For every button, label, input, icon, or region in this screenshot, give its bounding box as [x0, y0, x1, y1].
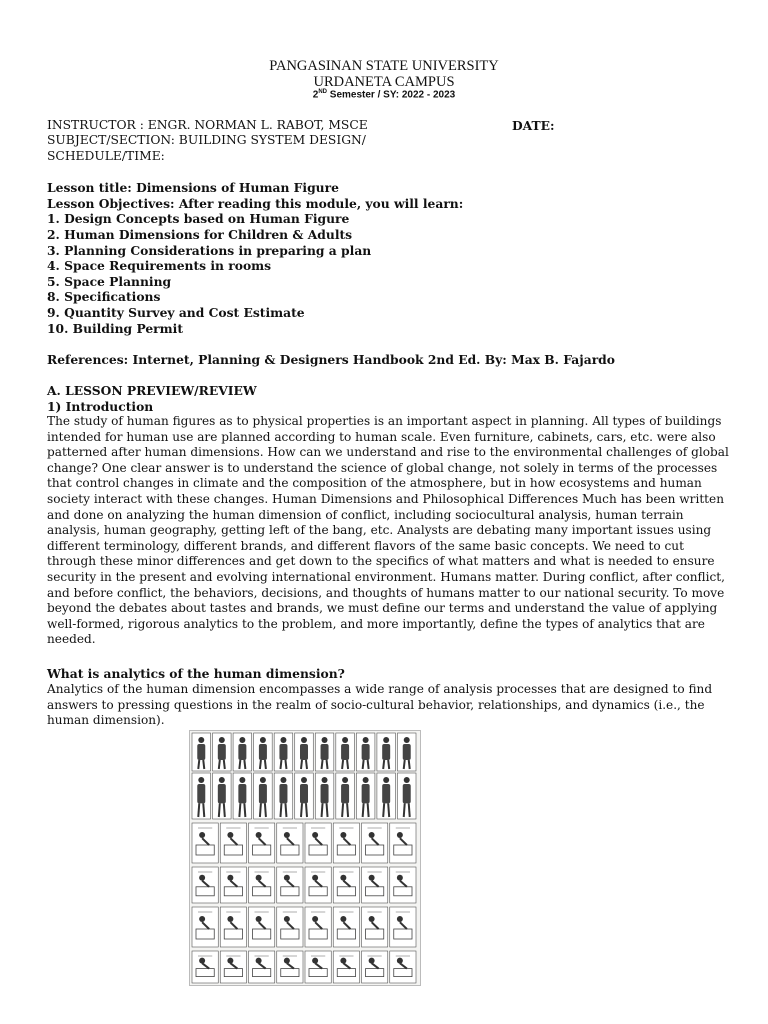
paragraph-line: well-formed, rigorous analytics to the problem, and more importantly, define the types of analytics that are: [47, 616, 705, 631]
paragraph-line: and before conflict, the behaviors, decisions, and thoughts of humans matter to our national security. To move: [47, 585, 725, 600]
objective-item: 8. Specifications: [47, 289, 161, 304]
objective-item: 2. Human Dimensions for Children & Adults: [47, 227, 353, 242]
analytics-paragraph: [47, 682, 727, 729]
paragraph-line: Analytics of the human dimension encompasses a wide range of analysis processes that are designed to find: [47, 682, 713, 696]
paragraph-line: different terminology, different brands, and different flavors of the same basic concepts. We need to cut: [47, 538, 684, 553]
references-line: References: Internet, Planning & Designers Handbook 2nd Ed. By: Max B. Fajardo: [47, 352, 615, 367]
paragraph-line: intended for human use are planned according to human scale. Even furniture, cabinets, cars, etc. were also: [47, 429, 716, 444]
introduction-heading: 1) Introduction: [47, 399, 154, 414]
semester-line: 2ND Semester / SY: 2022 - 2023: [312, 89, 456, 101]
paragraph-line: answers to pressing questions in the realm of socio-cultural behavior, relationships, and dynamics (i.e., the: [47, 697, 705, 712]
paragraph-line: analysis, human geography, getting left of the bang, etc. Analysts are debating many important issues using: [47, 523, 712, 538]
human-figures-illustration: [190, 731, 420, 985]
paragraph-line: that control changes in climate and the composition of the atmosphere, but in how ecosystems and human: [47, 476, 702, 491]
analytics-heading: What is analytics of the human dimension?: [47, 666, 345, 681]
paragraph-line: needed.: [47, 632, 96, 647]
instructor-line: INSTRUCTOR : ENGR. NORMAN L. RABOT, MSCE: [47, 118, 368, 132]
objective-item: 3. Planning Considerations in preparing a plan: [47, 243, 372, 258]
objective-item: 4. Space Requirements in rooms: [47, 258, 272, 273]
paragraph-line: beyond the debates about tastes and brands, we must define our terms and understand the value of applying: [47, 601, 718, 616]
paragraph-line: The study of human figures as to physical properties is an important aspect in planning. All types of buildings: [47, 414, 722, 428]
objective-item: 1. Design Concepts based on Human Figure: [47, 211, 350, 226]
objective-item: 9. Quantity Survey and Cost Estimate: [47, 305, 305, 320]
section-a-heading: A. LESSON PREVIEW/REVIEW: [47, 383, 257, 398]
objective-item: 10. Building Permit: [47, 321, 184, 336]
paragraph-line: human dimension).: [47, 713, 165, 728]
schedule-line: SCHEDULE/TIME:: [47, 149, 165, 163]
subject-line: SUBJECT/SECTION: BUILDING SYSTEM DESIGN/: [47, 133, 366, 147]
lesson-objectives: Lesson Objectives: After reading this module, you will learn:: [47, 196, 464, 211]
paragraph-line: through these minor differences and get down to the specifics of what matters and what is needed to ensure: [47, 554, 715, 569]
paragraph-line: society interact with these changes. Human Dimensions and Philosophical Differences Much has been written: [47, 491, 724, 506]
paragraph-line: and done on analyzing the human dimension of conflict, including sociocultural analysis, human terrain: [47, 507, 684, 522]
human-dimensions-figure: [189, 730, 421, 986]
university-name: PANGASINAN STATE UNIVERSITY: [269, 58, 499, 74]
introduction-paragraph: [47, 414, 727, 648]
paragraph-line: security in the present and evolving international environment. Humans matter. During conflict, after conflict,: [47, 569, 725, 584]
paragraph-line: patterned after human dimensions. How can we understand and rise to the environmental challenges of global: [47, 445, 729, 460]
date-label: DATE:: [512, 118, 555, 133]
paragraph-line: change? One clear answer is to understand the science of global change, not solely in terms of the processes: [47, 460, 718, 475]
campus-name: URDANETA CAMPUS: [313, 74, 455, 90]
lesson-title: Lesson title: Dimensions of Human Figure: [47, 180, 339, 195]
objective-item: 5. Space Planning: [47, 274, 172, 289]
